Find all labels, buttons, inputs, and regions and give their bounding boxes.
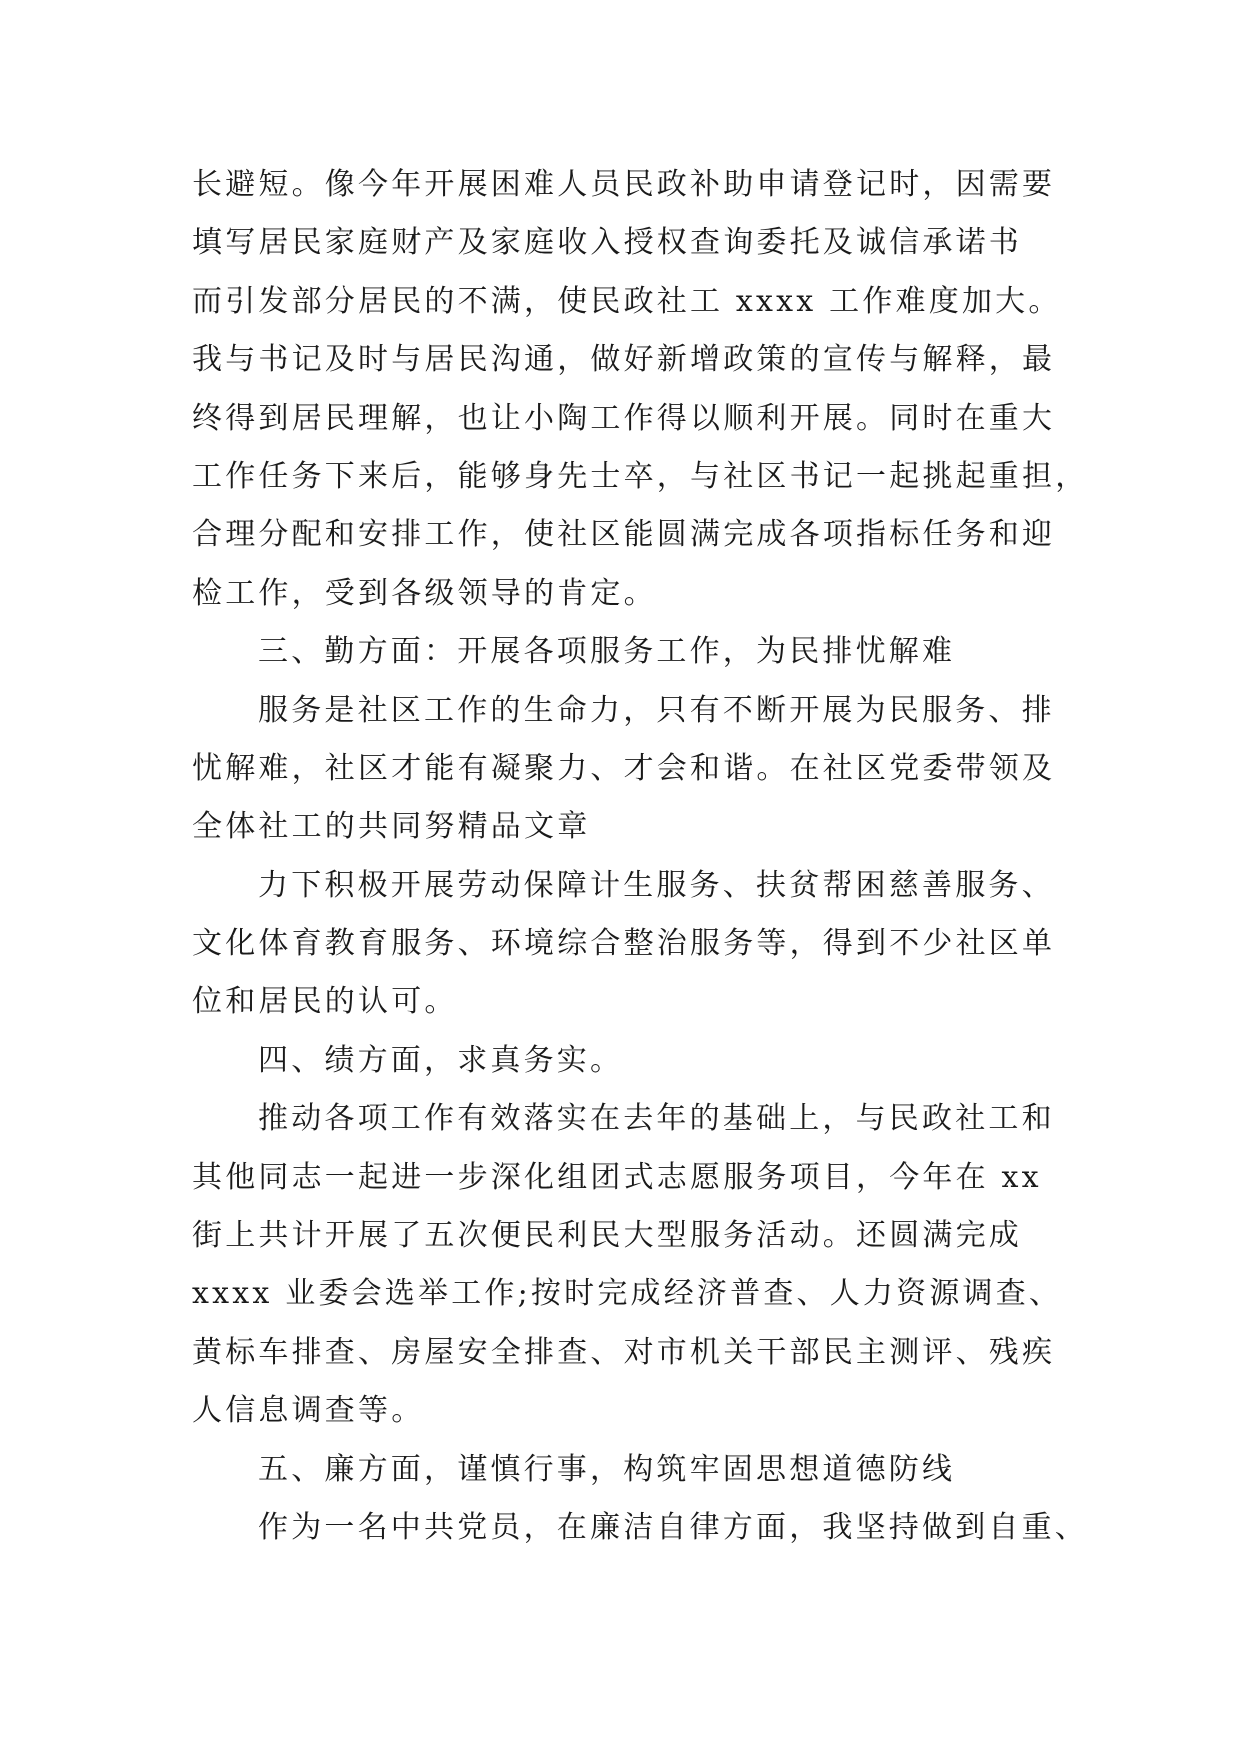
text-line: 全体社工的共同努精品文章: [192, 809, 591, 845]
text-line: 我与书记及时与居民沟通，做好新增政策的宣传与解释，最: [192, 342, 1056, 378]
text-line: 街上共计开展了五次便民利民大型服务活动。还圆满完成: [192, 1218, 1022, 1254]
text-line: 而引发部分居民的不满，使民政社工 xxxx 工作难度加大。: [192, 283, 1062, 319]
text-line: 填写居民家庭财产及家庭收入授权查询委托及诚信承诺书: [192, 225, 1022, 261]
text-line: 力下积极开展劳动保障计生服务、扶贫帮困慈善服务、: [258, 867, 1055, 903]
text-line: 工作任务下来后，能够身先士卒，与社区书记一起挑起重担，: [192, 458, 1089, 494]
text-line: 推动各项工作有效落实在去年的基础上，与民政社工和: [258, 1101, 1055, 1137]
text-line: 合理分配和安排工作，使社区能圆满完成各项指标任务和迎: [192, 517, 1056, 553]
text-line: 三、勤方面：开展各项服务工作，为民排忧解难: [258, 634, 956, 670]
text-line: 其他同志一起进一步深化组团式志愿服务项目，今年在 xx: [192, 1159, 1042, 1195]
text-line: 人信息调查等。: [192, 1393, 425, 1429]
text-line: 文化体育教育服务、环境综合整治服务等，得到不少社区单: [192, 926, 1056, 962]
text-line: 作为一名中共党员，在廉洁自律方面，我坚持做到自重、: [258, 1509, 1088, 1545]
text-line: 长避短。像今年开展困难人员民政补助申请登记时，因需要: [192, 167, 1056, 202]
text-line: 黄标车排查、房屋安全排查、对市机关干部民主测评、残疾: [192, 1334, 1056, 1370]
text-line: xxxx 业委会选举工作;按时完成经济普查、人力资源调查、: [192, 1276, 1063, 1312]
document-body: [192, 156, 1089, 1557]
text-line: 五、廉方面，谨慎行事，构筑牢固思想道德防线: [258, 1451, 956, 1487]
text-line: 四、绩方面，求真务实。: [258, 1042, 624, 1078]
text-line: 位和居民的认可。: [192, 984, 458, 1020]
text-line: 终得到居民理解，也让小陶工作得以顺利开展。同时在重大: [192, 400, 1056, 436]
text-line: 检工作，受到各级领导的肯定。: [192, 575, 657, 611]
text-line: 服务是社区工作的生命力，只有不断开展为民服务、排: [258, 692, 1055, 728]
text-line: 忧解难，社区才能有凝聚力、才会和谐。在社区党委带领及: [192, 750, 1056, 786]
